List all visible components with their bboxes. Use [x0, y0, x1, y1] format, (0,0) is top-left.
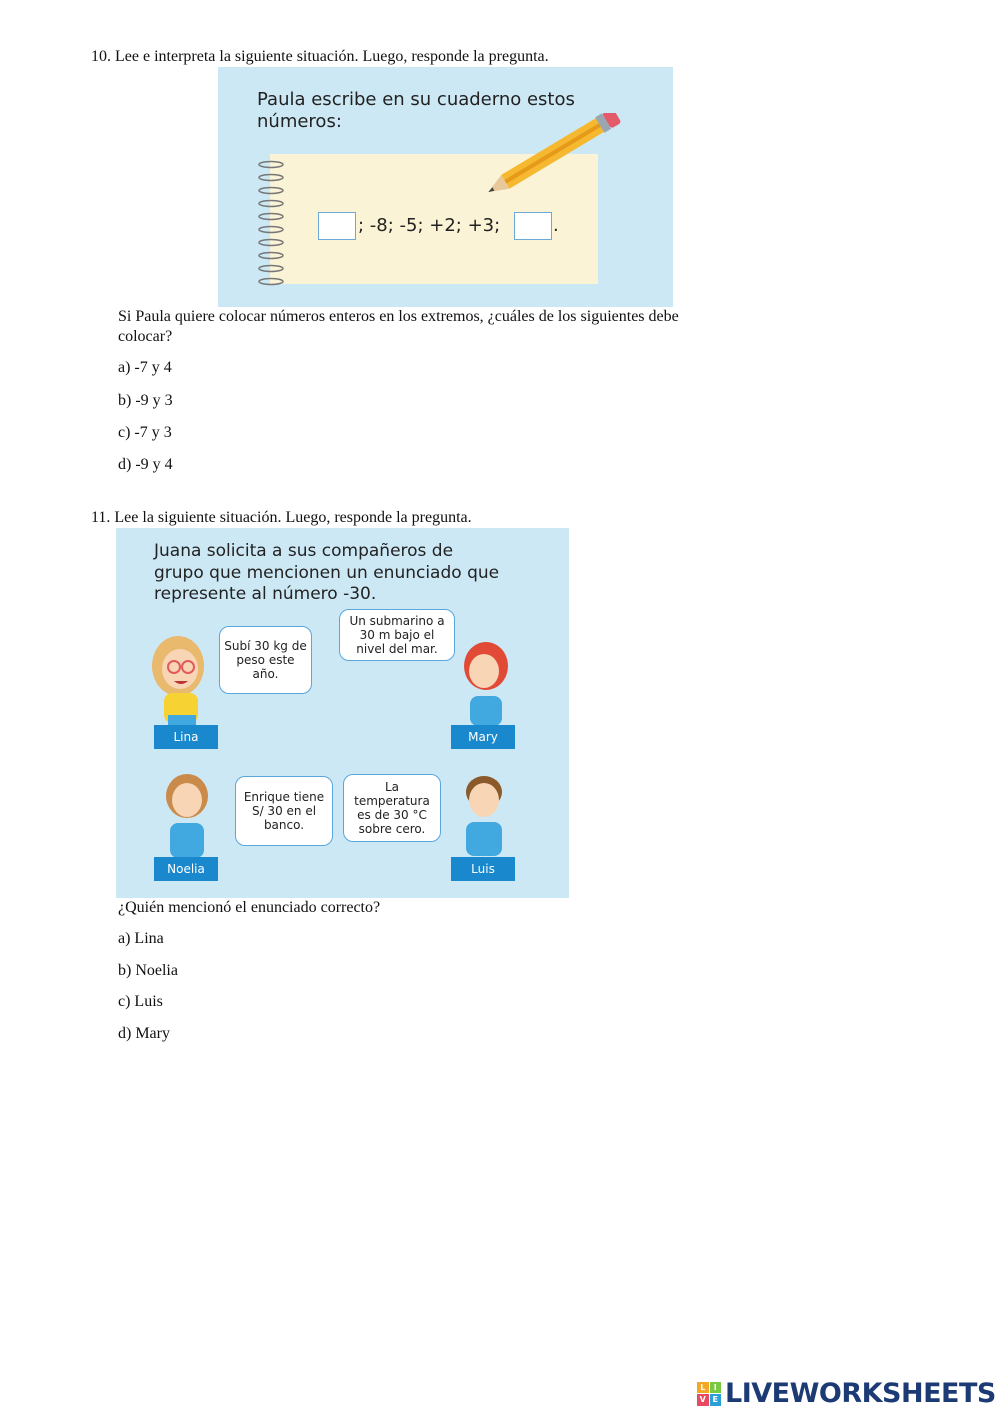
image-heading-line: represente al número -30.: [154, 584, 377, 604]
question-11-text: ¿Quién mencionó el enunciado correcto?: [118, 899, 381, 916]
image-heading-line: Paula escribe en su cuaderno estos: [257, 89, 575, 110]
liveworksheets-logo[interactable]: [697, 1378, 996, 1409]
question-line: colocar?: [118, 328, 173, 345]
question-11-title: 11. Lee la siguiente situación. Luego, responde la pregunta.: [91, 509, 472, 526]
option-d[interactable]: d) Mary: [118, 1025, 170, 1042]
answer-box-left[interactable]: [318, 212, 356, 240]
image-heading-line: grupo que mencionen un enunciado que: [154, 562, 500, 583]
girl-lina-icon: [146, 631, 216, 726]
logo-text: LIVEWORKSHEETS: [725, 1378, 996, 1409]
speech-bubble-noelia: Enrique tiene S/ 30 en el banco.: [235, 776, 333, 846]
speech-bubble-luis: La temperatura es de 30 °C sobre cero.: [343, 774, 441, 842]
pencil-icon: [468, 113, 633, 198]
name-tag-mary: Mary: [451, 725, 515, 749]
speech-bubble-lina: Subí 30 kg de peso este año.: [219, 626, 312, 694]
option-c[interactable]: c) -7 y 3: [118, 424, 172, 441]
liveworksheets-logo-icon: L I V E: [697, 1382, 721, 1406]
option-d[interactable]: d) -9 y 4: [118, 456, 173, 473]
girl-mary-icon: [456, 636, 516, 726]
question-line: Si Paula quiere colocar números enteros en los extremos, ¿cuáles de los siguientes debe: [118, 308, 679, 325]
name-tag-luis: Luis: [451, 857, 515, 881]
boy-luis-icon: [454, 770, 514, 858]
girl-noelia-icon: [156, 768, 218, 858]
name-tag-noelia: Noelia: [154, 857, 218, 881]
option-b[interactable]: b) Noelia: [118, 962, 178, 979]
answer-box-right[interactable]: [514, 212, 552, 240]
option-a[interactable]: a) Lina: [118, 930, 164, 947]
question-10-title: 10. Lee e interpreta la siguiente situación. Luego, responde la pregunta.: [91, 48, 549, 65]
speech-bubble-mary: Un submarino a 30 m bajo el nivel del mar.: [339, 609, 455, 661]
name-tag-lina: Lina: [154, 725, 218, 749]
number-sequence: ; -8; -5; +2; +3;: [358, 215, 501, 236]
question-11-image: [116, 528, 569, 898]
option-c[interactable]: c) Luis: [118, 993, 163, 1010]
image-heading-line: Juana solicita a sus compañeros de: [154, 541, 454, 561]
image-heading-line: números:: [257, 111, 342, 132]
option-b[interactable]: b) -9 y 3: [118, 392, 173, 409]
option-a[interactable]: a) -7 y 4: [118, 359, 172, 376]
question-10-image: [218, 67, 673, 307]
question-10-text: [118, 307, 818, 347]
sequence-end: .: [553, 215, 559, 236]
